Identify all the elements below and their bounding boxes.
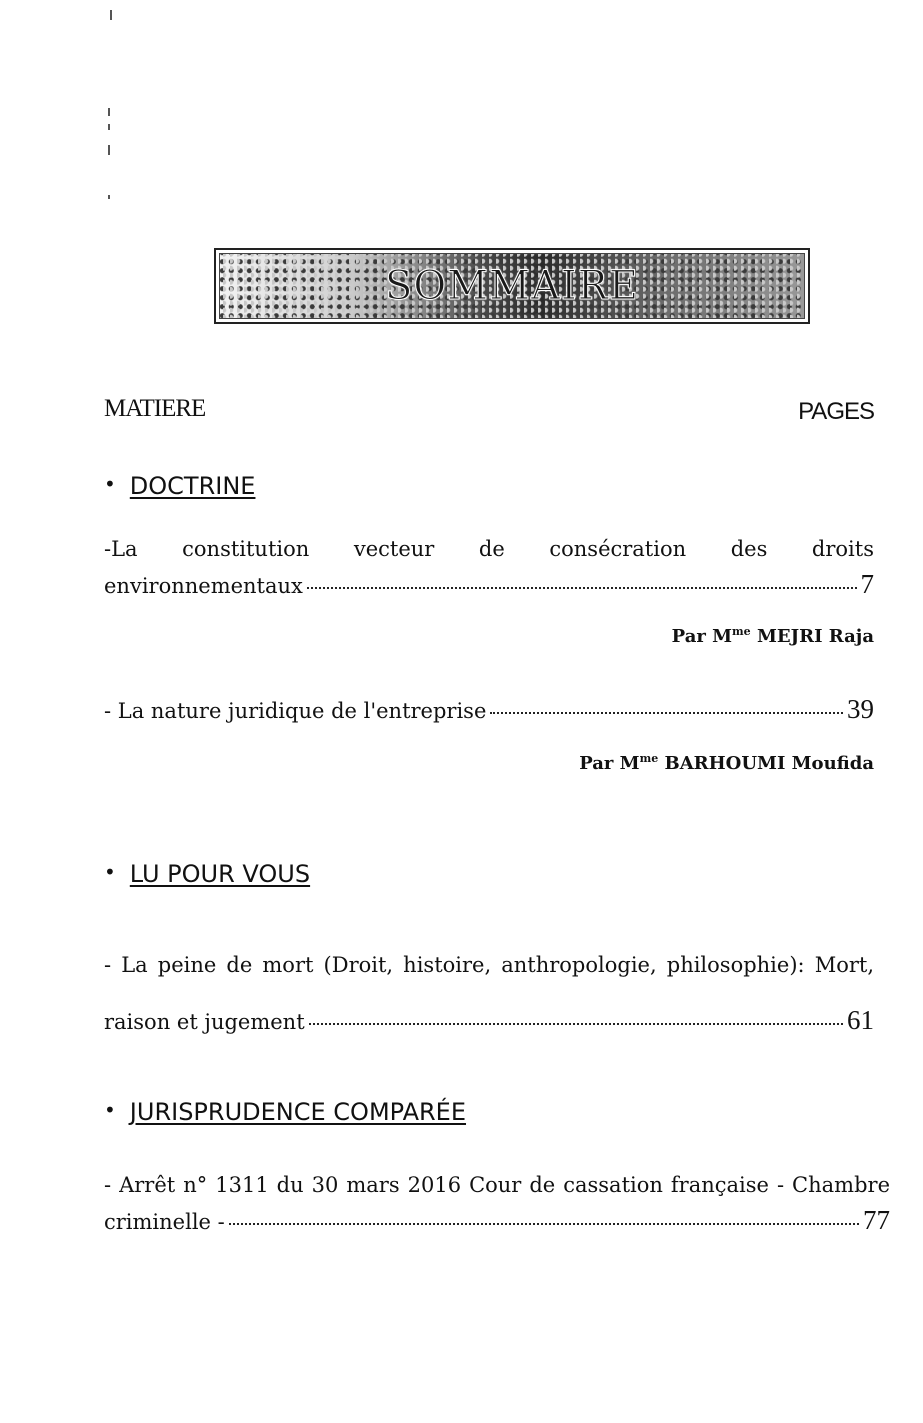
section-heading-lu-pour-vous [104, 860, 310, 888]
page-title: SOMMAIRE [384, 263, 640, 309]
page-number: 39 [847, 694, 874, 724]
entry-title-line: - La peine de mort (Droit, histoire, anthropologie, philosophie): Mort, [104, 953, 874, 977]
scan-mark [108, 124, 110, 130]
entry-title-continuation: environnementaux [104, 574, 303, 598]
scan-mark [108, 108, 110, 116]
section-heading-jurisprudence-comparee [104, 1098, 466, 1126]
page-number: 77 [863, 1205, 890, 1235]
entry-title-continuation: raison et jugement [104, 1010, 305, 1034]
entry-title: - La nature juridique de l'entreprise [104, 699, 487, 723]
entry-title-continuation: criminelle - [104, 1210, 225, 1234]
scan-mark [110, 10, 112, 20]
section-label: DOCTRINE [129, 472, 256, 500]
sommaire-banner [214, 248, 810, 324]
toc-entry [104, 938, 874, 1050]
entry-leader-line [104, 993, 874, 1050]
scan-mark [108, 195, 110, 199]
entry-author: Par $M^{me}$ MEJRI Raja [671, 625, 874, 647]
bullet-icon: • [104, 472, 116, 496]
dot-leader [307, 587, 857, 589]
entry-leader-line [104, 692, 874, 729]
toc-entry [104, 692, 874, 729]
toc-entry [104, 1168, 890, 1240]
dot-leader [229, 1223, 859, 1225]
entry-title-line: - Arrêt n° 1311 du 30 mars 2016 Cour de cassation française - Chambre [104, 1173, 890, 1197]
toc-entry [104, 532, 874, 604]
scan-mark [108, 145, 110, 155]
page-number: 7 [860, 569, 874, 599]
page-number: 61 [847, 1005, 874, 1035]
section-label: LU POUR VOUS [129, 860, 311, 888]
dot-leader [490, 712, 843, 714]
section-heading-doctrine [104, 472, 255, 500]
entry-leader-line [104, 1203, 890, 1240]
entry-author: Par $M^{me}$ BARHOUMI Moufida [579, 752, 874, 774]
bullet-icon: • [104, 1098, 116, 1122]
bullet-icon: • [104, 860, 116, 884]
entry-leader-line [104, 567, 874, 604]
column-header-pages: PAGES [798, 398, 874, 425]
entry-title-line: -La constitution vecteur de consécration des droits [104, 537, 874, 561]
column-header-matiere: MATIERE [104, 395, 206, 422]
section-label: JURISPRUDENCE COMPARÉE [129, 1098, 467, 1126]
dot-leader [309, 1023, 843, 1025]
